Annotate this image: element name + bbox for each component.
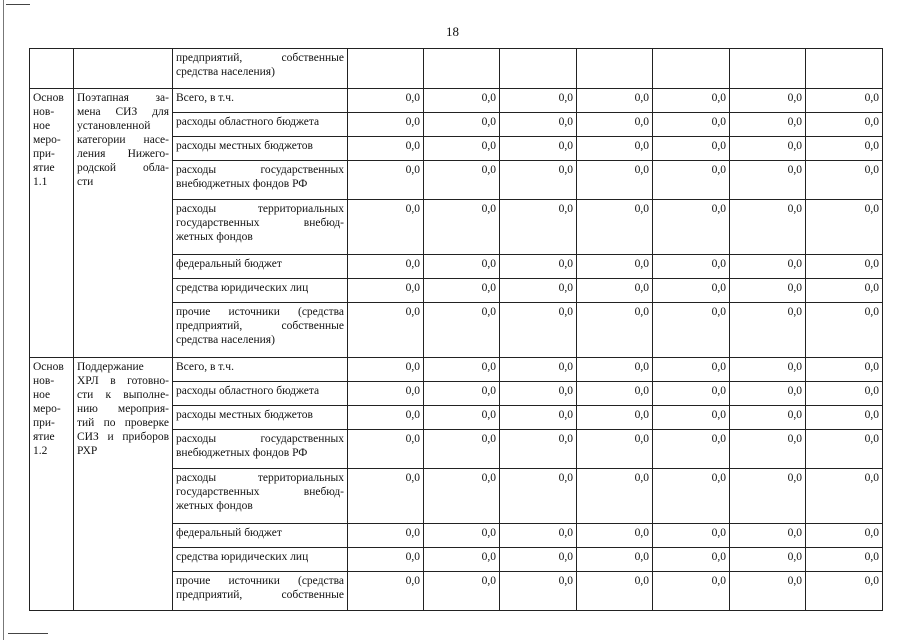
funding-source-cell — [173, 137, 348, 161]
value-cell: 0,0 — [806, 200, 883, 255]
activity-label-line: 1.2 — [33, 445, 48, 457]
activity-title-line: родской обла- — [77, 162, 169, 174]
value-cell: 0,0 — [730, 524, 806, 548]
value-cell: 0,0 — [348, 255, 424, 279]
funding-source-cell — [173, 279, 348, 303]
funding-source-line: Всего, в т.ч. — [176, 361, 234, 373]
funding-source-line: Всего, в т.ч. — [176, 92, 234, 104]
funding-source-line: средства юридических лиц — [176, 282, 309, 294]
funding-source-line: предприятий, собственные — [176, 320, 344, 332]
activity-title-line: сти — [77, 176, 94, 188]
value-cell: 0,0 — [806, 572, 883, 611]
value-cell: 0,0 — [653, 89, 730, 113]
funding-source-line: средства юридических лиц — [176, 551, 309, 563]
value-cell: 0,0 — [653, 572, 730, 611]
value-cell: 0,0 — [577, 382, 653, 406]
value-cell: 0,0 — [500, 524, 577, 548]
value-cell: 0,0 — [424, 548, 500, 572]
activity-label-line: меро- — [33, 403, 61, 415]
activity-title-line: СИЗ и приборов — [77, 431, 169, 443]
activity-title-cell — [74, 89, 173, 358]
value-cell: 0,0 — [500, 255, 577, 279]
value-cell: 0,0 — [424, 279, 500, 303]
funding-source-line: государственных внебюд- — [176, 486, 344, 498]
funding-source-line: расходы местных бюджетов — [176, 409, 313, 421]
value-cell: 0,0 — [424, 358, 500, 382]
funding-source-cell — [173, 255, 348, 279]
value-cell: 0,0 — [424, 89, 500, 113]
activity-label-line: ятие — [33, 431, 55, 443]
value-cell: 0,0 — [500, 89, 577, 113]
value-cell: 0,0 — [348, 469, 424, 524]
empty-value-cell — [806, 49, 883, 89]
activity-title-line: сти к выполне- — [77, 389, 169, 401]
activity-label-line: при- — [33, 148, 55, 160]
activity-label-line: Основ — [33, 361, 64, 373]
value-cell: 0,0 — [500, 137, 577, 161]
value-cell: 0,0 — [424, 469, 500, 524]
value-cell: 0,0 — [653, 137, 730, 161]
value-cell: 0,0 — [806, 382, 883, 406]
activity-title-cell — [74, 358, 173, 611]
bottom-left-edge-mark — [8, 633, 48, 634]
value-cell: 0,0 — [653, 255, 730, 279]
funding-source-line: расходы государственных — [176, 164, 344, 176]
value-cell: 0,0 — [730, 469, 806, 524]
table-body — [30, 49, 883, 611]
funding-source-line: федеральный бюджет — [176, 527, 282, 539]
value-cell: 0,0 — [653, 524, 730, 548]
continuation-source-cell — [173, 49, 348, 89]
value-cell: 0,0 — [424, 572, 500, 611]
empty-value-cell — [653, 49, 730, 89]
activity-label-cell — [30, 89, 74, 358]
funding-source-line: жетных фондов — [176, 500, 253, 512]
value-cell: 0,0 — [348, 358, 424, 382]
value-cell: 0,0 — [806, 161, 883, 200]
funding-source-cell — [173, 406, 348, 430]
value-cell: 0,0 — [806, 279, 883, 303]
funding-source-line: предприятий, собственные — [176, 589, 344, 601]
value-cell: 0,0 — [500, 469, 577, 524]
value-cell: 0,0 — [348, 524, 424, 548]
funding-source-cell — [173, 469, 348, 524]
activity-label-line: ное — [33, 120, 51, 132]
value-cell: 0,0 — [730, 406, 806, 430]
value-cell: 0,0 — [348, 279, 424, 303]
funding-source-cell — [173, 548, 348, 572]
funding-source-line: внебюджетных фондов РФ — [176, 447, 308, 459]
value-cell: 0,0 — [806, 430, 883, 469]
activity-title-line: установленной — [77, 120, 151, 132]
activity-label-line: нов- — [33, 106, 55, 118]
value-cell: 0,0 — [577, 279, 653, 303]
value-cell: 0,0 — [806, 406, 883, 430]
activity-label-line: ное — [33, 389, 51, 401]
activity-title-line: нию мероприя- — [77, 403, 169, 415]
value-cell: 0,0 — [424, 255, 500, 279]
empty-value-cell — [348, 49, 424, 89]
value-cell: 0,0 — [348, 113, 424, 137]
value-cell: 0,0 — [806, 255, 883, 279]
activity-label-line: Основ — [33, 92, 64, 104]
value-cell: 0,0 — [653, 548, 730, 572]
activity-title-line: категории насе- — [77, 134, 169, 146]
value-cell: 0,0 — [730, 358, 806, 382]
value-cell: 0,0 — [653, 382, 730, 406]
value-cell: 0,0 — [424, 137, 500, 161]
value-cell: 0,0 — [730, 200, 806, 255]
value-cell: 0,0 — [424, 430, 500, 469]
value-cell: 0,0 — [424, 406, 500, 430]
funding-source-cell — [173, 200, 348, 255]
continuation-title-cell — [74, 49, 173, 89]
value-cell: 0,0 — [806, 548, 883, 572]
continuation-source-line: предприятий, собственные — [176, 52, 344, 64]
value-cell: 0,0 — [730, 113, 806, 137]
value-cell: 0,0 — [424, 382, 500, 406]
activity-title-line: ХРЛ в готовно- — [77, 375, 169, 387]
table-row — [30, 358, 883, 382]
value-cell: 0,0 — [730, 137, 806, 161]
value-cell: 0,0 — [653, 430, 730, 469]
value-cell: 0,0 — [806, 113, 883, 137]
funding-source-line: внебюджетных фондов РФ — [176, 178, 308, 190]
value-cell: 0,0 — [500, 161, 577, 200]
funding-source-cell — [173, 113, 348, 137]
value-cell: 0,0 — [730, 548, 806, 572]
empty-value-cell — [424, 49, 500, 89]
left-edge-mark — [3, 0, 4, 640]
empty-value-cell — [577, 49, 653, 89]
funding-source-line: расходы областного бюджета — [176, 385, 320, 397]
funding-source-line: расходы областного бюджета — [176, 116, 320, 128]
activity-label-line: меро- — [33, 134, 61, 146]
value-cell: 0,0 — [500, 548, 577, 572]
value-cell: 0,0 — [424, 200, 500, 255]
value-cell: 0,0 — [500, 382, 577, 406]
activity-title-line: Поэтапная за- — [77, 92, 169, 104]
value-cell: 0,0 — [806, 524, 883, 548]
value-cell: 0,0 — [653, 469, 730, 524]
funding-source-line: государственных внебюд- — [176, 217, 344, 229]
value-cell: 0,0 — [424, 113, 500, 137]
value-cell: 0,0 — [806, 469, 883, 524]
value-cell: 0,0 — [577, 303, 653, 358]
value-cell: 0,0 — [653, 279, 730, 303]
activity-label-line: 1.1 — [33, 176, 48, 188]
value-cell: 0,0 — [730, 279, 806, 303]
activity-title-line: тий по проверке — [77, 417, 169, 429]
funding-source-line: средства населения) — [176, 334, 275, 346]
value-cell: 0,0 — [653, 113, 730, 137]
funding-source-cell — [173, 161, 348, 200]
value-cell: 0,0 — [730, 572, 806, 611]
value-cell: 0,0 — [730, 303, 806, 358]
value-cell: 0,0 — [348, 572, 424, 611]
value-cell: 0,0 — [500, 200, 577, 255]
top-left-edge-mark — [6, 4, 30, 5]
value-cell: 0,0 — [348, 89, 424, 113]
value-cell: 0,0 — [577, 89, 653, 113]
value-cell: 0,0 — [730, 430, 806, 469]
value-cell: 0,0 — [500, 358, 577, 382]
activity-label-cell — [30, 358, 74, 611]
funding-source-cell — [173, 572, 348, 611]
value-cell: 0,0 — [500, 303, 577, 358]
continuation-source-line: средства населения) — [176, 66, 275, 78]
page-number: 18 — [446, 24, 459, 39]
activity-title-line: ления Нижего- — [77, 148, 169, 160]
budget-table — [29, 48, 883, 611]
funding-source-cell — [173, 524, 348, 548]
value-cell: 0,0 — [577, 161, 653, 200]
value-cell: 0,0 — [424, 161, 500, 200]
value-cell: 0,0 — [730, 89, 806, 113]
value-cell: 0,0 — [577, 113, 653, 137]
funding-source-line: расходы территориальных — [176, 472, 344, 484]
value-cell: 0,0 — [653, 200, 730, 255]
funding-source-line: расходы государственных — [176, 433, 344, 445]
value-cell: 0,0 — [577, 430, 653, 469]
value-cell: 0,0 — [577, 137, 653, 161]
value-cell: 0,0 — [806, 303, 883, 358]
value-cell: 0,0 — [806, 358, 883, 382]
funding-source-cell — [173, 303, 348, 358]
value-cell: 0,0 — [500, 113, 577, 137]
continuation-label-cell — [30, 49, 74, 89]
value-cell: 0,0 — [577, 524, 653, 548]
continuation-row — [30, 49, 883, 89]
value-cell: 0,0 — [348, 382, 424, 406]
table-row — [30, 89, 883, 113]
value-cell: 0,0 — [348, 406, 424, 430]
funding-source-line: расходы местных бюджетов — [176, 140, 313, 152]
value-cell: 0,0 — [577, 548, 653, 572]
funding-source-cell — [173, 89, 348, 113]
value-cell: 0,0 — [730, 382, 806, 406]
funding-source-line: расходы территориальных — [176, 203, 344, 215]
value-cell: 0,0 — [653, 406, 730, 430]
value-cell: 0,0 — [577, 358, 653, 382]
value-cell: 0,0 — [577, 255, 653, 279]
funding-source-cell — [173, 382, 348, 406]
value-cell: 0,0 — [730, 255, 806, 279]
empty-value-cell — [500, 49, 577, 89]
activity-label-line: нов- — [33, 375, 55, 387]
funding-source-line: жетных фондов — [176, 231, 253, 243]
value-cell: 0,0 — [577, 200, 653, 255]
activity-label-line: при- — [33, 417, 55, 429]
value-cell: 0,0 — [653, 303, 730, 358]
funding-source-line: федеральный бюджет — [176, 258, 282, 270]
value-cell: 0,0 — [577, 572, 653, 611]
value-cell: 0,0 — [500, 430, 577, 469]
value-cell: 0,0 — [348, 200, 424, 255]
funding-source-line: прочие источники (средства — [176, 306, 344, 318]
value-cell: 0,0 — [348, 548, 424, 572]
value-cell: 0,0 — [500, 279, 577, 303]
value-cell: 0,0 — [424, 303, 500, 358]
value-cell: 0,0 — [653, 161, 730, 200]
value-cell: 0,0 — [730, 161, 806, 200]
empty-value-cell — [730, 49, 806, 89]
value-cell: 0,0 — [577, 406, 653, 430]
value-cell: 0,0 — [806, 137, 883, 161]
activity-label-line: ятие — [33, 162, 55, 174]
value-cell: 0,0 — [424, 524, 500, 548]
value-cell: 0,0 — [500, 406, 577, 430]
value-cell: 0,0 — [653, 358, 730, 382]
funding-source-line: прочие источники (средства — [176, 575, 344, 587]
value-cell: 0,0 — [348, 161, 424, 200]
activity-title-line: РХР — [77, 445, 98, 457]
funding-source-cell — [173, 358, 348, 382]
value-cell: 0,0 — [577, 469, 653, 524]
value-cell: 0,0 — [348, 137, 424, 161]
activity-title-line: мена СИЗ для — [77, 106, 169, 118]
value-cell: 0,0 — [806, 89, 883, 113]
value-cell: 0,0 — [500, 572, 577, 611]
funding-source-cell — [173, 430, 348, 469]
value-cell: 0,0 — [348, 430, 424, 469]
activity-title-line: Поддержание — [77, 361, 144, 373]
value-cell: 0,0 — [348, 303, 424, 358]
